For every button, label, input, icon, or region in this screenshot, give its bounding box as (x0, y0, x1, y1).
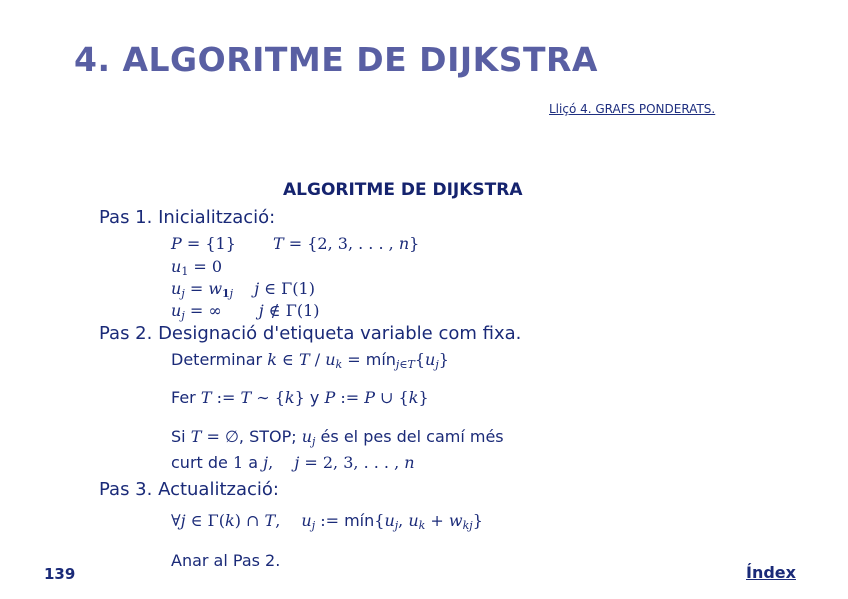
and-label: y (309, 388, 320, 407)
shortest-path-formula: curt de 1 a j, j = 2, 3, . . . , n (171, 453, 415, 472)
init-uj-infinity-formula: $u_j$ = ∞ j ∉ Γ(1) (171, 301, 320, 322)
stop-condition-formula: Si T = ∅, STOP; $u_j$ és el pes del camí més (171, 427, 504, 448)
is-weight-label: és el pes del camí més (320, 427, 504, 446)
to-label: a (248, 453, 259, 472)
page-number: 139 (44, 565, 76, 583)
page-title: 4. ALGORITME DE DIJKSTRA (74, 40, 598, 79)
path-from-label: curt de (171, 453, 228, 472)
step3-heading: Pas 3. Actualització: (99, 479, 279, 500)
init-sets-formula: P = {1} T = {2, 3, . . . , n} (171, 234, 420, 253)
lesson-link[interactable]: Lliçó 4. GRAFS PONDERATS. (549, 102, 716, 116)
step2-heading: Pas 2. Designació d'etiqueta variable com fixa. (99, 323, 522, 344)
index-link[interactable]: Índex (746, 563, 796, 582)
init-uj-adjacent-formula: $u_j = w_{1j}$ j ∈ Γ(1) (171, 279, 315, 300)
algorithm-title: ALGORITME DE DIJKSTRA (283, 180, 523, 200)
min-label-step3: mín (344, 511, 375, 530)
determine-label: Determinar (171, 350, 263, 369)
do-label: Fer (171, 388, 196, 407)
init-u1-formula: $u_1 = 0$ (171, 257, 223, 278)
stop-label: , STOP; (238, 427, 297, 446)
if-label: Si (171, 427, 186, 446)
min-label: mín (365, 350, 396, 369)
update-sets-formula: Fer T := T ∼ {k} y P := P ∪ {k} (171, 388, 429, 407)
determine-min-formula: Determinar k ∈ T / $u_k$ = $mín_{j\in T}\{u_j\}$ (171, 350, 449, 371)
goto-step2-text: Anar al Pas 2. (171, 551, 281, 570)
update-labels-formula: ∀j ∈ Γ(k) ∩ T, $u_j$ := $mín\{u_j$, $u_k + w_{kj}$} (171, 511, 483, 532)
step1-heading: Pas 1. Inicialització: (99, 207, 276, 228)
